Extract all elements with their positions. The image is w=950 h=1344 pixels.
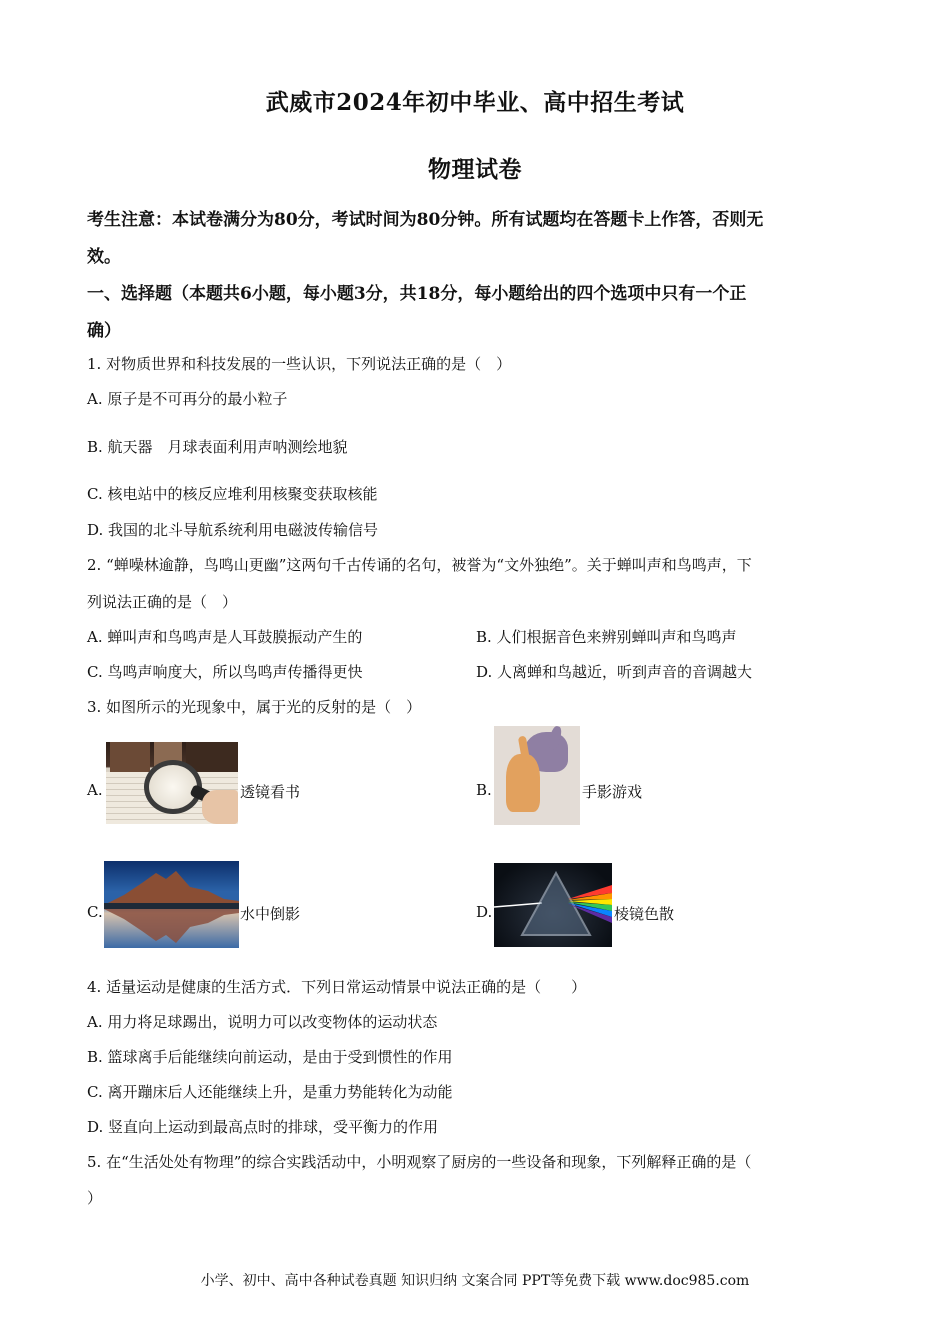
q3-stem: 3. 如图所示的光现象中，属于光的反射的是（ ） [87, 698, 422, 716]
q2-stem-line-2: 列说法正确的是（ ） [87, 593, 238, 611]
magnifier-reading-image [106, 742, 238, 824]
q3-option-b-letter: B. [476, 781, 492, 799]
q3-option-c-caption: 水中倒影 [240, 905, 301, 923]
page-footer: 小学、初中、高中各种试卷真题 知识归纳 文案合同 PPT等免费下载 www.doc985.com [200, 1273, 750, 1289]
q4-option-c: C. 离开蹦床后人还能继续上升，是重力势能转化为动能 [87, 1083, 453, 1101]
notice-line-2: 效。 [87, 247, 121, 267]
q3-option-d-letter: D. [476, 903, 493, 921]
q3-option-b-caption: 手影游戏 [582, 783, 643, 801]
q5-stem-line-2: ） [87, 1189, 103, 1207]
q4-option-d: D. 竖直向上运动到最高点时的排球，受平衡力的作用 [87, 1118, 439, 1136]
q2-option-c: C. 鸟鸣声响度大，所以鸟鸣声传播得更快 [87, 663, 363, 681]
exam-title: 武威市2024年初中毕业、高中招生考试 [265, 89, 685, 116]
notice-line-1: 考生注意：本试卷满分为80分，考试时间为80分钟。所有试题均在答题卡上作答，否则无 [87, 210, 764, 230]
q1-option-b: B. 航天器 月球表面利用声呐测绘地貌 [87, 438, 348, 456]
q3-option-d-caption: 棱镜色散 [614, 905, 675, 923]
q4-stem: 4. 适量运动是健康的生活方式．下列日常运动情景中说法正确的是（ ） [87, 978, 587, 996]
q4-option-b: B. 篮球离手后能继续向前运动，是由于受到惯性的作用 [87, 1048, 453, 1066]
mountain-reflection-image [104, 861, 239, 948]
q1-option-c: C. 核电站中的核反应堆利用核聚变获取核能 [87, 485, 378, 503]
section-heading-line-2: 确） [87, 321, 121, 341]
q1-option-a: A. 原子是不可再分的最小粒子 [87, 390, 288, 408]
q3-option-a-caption: 透镜看书 [240, 783, 301, 801]
section-heading-line-1: 一、选择题（本题共6小题，每小题3分，共18分，每小题给出的四个选项中只有一个正 [87, 284, 747, 304]
q5-stem-line-1: 5. 在“生活处处有物理”的综合实践活动中，小明观察了厨房的一些设备和现象，下列解释正确的是（ [87, 1153, 752, 1171]
q3-option-a-letter: A. [87, 781, 103, 799]
q1-option-d: D. 我国的北斗导航系统利用电磁波传输信号 [87, 521, 379, 539]
hand-shadow-image [494, 726, 580, 825]
q3-option-c-letter: C. [87, 903, 103, 921]
q1-stem: 1. 对物质世界和科技发展的一些认识，下列说法正确的是（ ） [87, 355, 512, 373]
q2-option-d: D. 人离蝉和鸟越近，听到声音的音调越大 [476, 663, 753, 681]
prism-dispersion-image [494, 863, 612, 947]
exam-subtitle: 物理试卷 [428, 156, 522, 183]
q2-stem-line-1: 2. “蝉噪林逾静，鸟鸣山更幽”这两句千古传诵的名句，被誉为“文外独绝”。关于蝉叫声和鸟鸣声，下 [87, 556, 752, 574]
q2-option-b: B. 人们根据音色来辨别蝉叫声和鸟鸣声 [476, 628, 737, 646]
q2-option-a: A. 蝉叫声和鸟鸣声是人耳鼓膜振动产生的 [87, 628, 363, 646]
q4-option-a: A. 用力将足球踢出，说明力可以改变物体的运动状态 [87, 1013, 438, 1031]
